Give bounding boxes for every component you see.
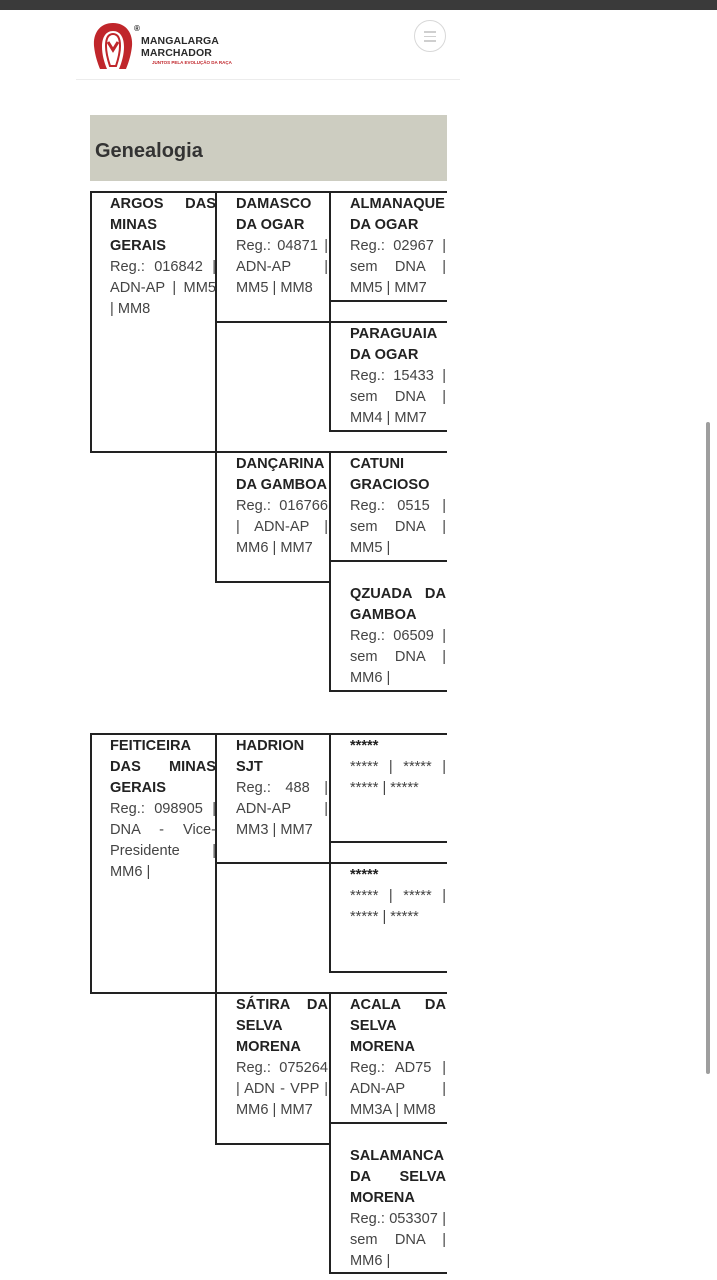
horse-name: FEITICEIRA DAS MINAS GERAIS (110, 738, 216, 796)
horse-name: DANÇARINA DA GAMBOA (236, 456, 328, 493)
pedigree-sire[interactable] (110, 194, 216, 320)
horse-registration: Reg.: 016766 | ADN-AP | MM6 | MM7 (236, 498, 328, 556)
pedigree-paternal-granddam[interactable] (236, 454, 328, 559)
horse-name: QZUADA DA GAMBOA (350, 586, 446, 623)
pedigree-maternal-grandsire[interactable] (236, 736, 328, 841)
pedigree-ggs-4[interactable] (350, 995, 446, 1121)
horse-registration: ***** | ***** | ***** | ***** (350, 888, 446, 925)
horse-name: SALAMANCA DA SELVA MORENA (350, 1148, 446, 1206)
pedigree-maternal-granddam[interactable] (236, 995, 328, 1121)
horse-registration: Reg.: 02967 | sem DNA | MM5 | MM7 (350, 238, 446, 296)
pedigree-ggd-2[interactable] (350, 584, 446, 689)
pedigree-ggd-1[interactable] (350, 324, 446, 429)
pedigree-ggs-3[interactable] (350, 736, 446, 799)
brand-name-line1: MANGALARGA (141, 35, 219, 47)
status-bar (0, 0, 717, 10)
horse-name: CATUNI GRACIOSO (350, 456, 430, 493)
horse-registration: Reg.: 15433 | sem DNA | MM4 | MM7 (350, 368, 446, 426)
pedigree-ggs-2[interactable] (350, 454, 446, 559)
scrollbar-thumb[interactable] (706, 422, 710, 1074)
horse-name: SÁTIRA DA SELVA MORENA (236, 997, 328, 1055)
horse-registration: Reg.: 06509 | sem DNA | MM6 | (350, 628, 446, 686)
horse-registration: Reg.: 053307 | sem DNA | MM6 | (350, 1211, 446, 1269)
horse-registration: Reg.: AD75 | ADN-AP | MM3A | MM8 (350, 1060, 446, 1118)
horse-name: HADRION SJT (236, 738, 305, 775)
horse-registration: Reg.: 016842 | ADN-AP | MM5 | MM8 (110, 259, 216, 317)
horse-registration: Reg.: 098905 | DNA - Vice-Presidente | MM6 | (110, 801, 216, 880)
pedigree-ggs-1[interactable] (350, 194, 446, 299)
pedigree-dam[interactable] (110, 736, 216, 883)
horse-registration: Reg.: 04871 | ADN-AP | MM5 | MM8 (236, 238, 328, 296)
pedigree-paternal-grandsire[interactable] (236, 194, 328, 299)
horseshoe-logo-icon (90, 20, 136, 72)
horse-registration: ***** | ***** | ***** | ***** (350, 759, 446, 796)
horse-name: DAMASCO DA OGAR (236, 196, 312, 233)
horse-name: ACALA DA SELVA MORENA (350, 997, 446, 1055)
horse-name: ALMANAQUE DA OGAR (350, 196, 445, 233)
hamburger-menu-icon[interactable] (414, 20, 446, 52)
horse-name: ***** (350, 867, 379, 883)
horse-name: ***** (350, 738, 379, 754)
brand-tagline: JUNTOS PELA EVOLUÇÃO DA RAÇA (152, 60, 232, 65)
horse-registration: Reg.: 075264 | ADN - VPP | MM6 | MM7 (236, 1060, 328, 1118)
section-title: Genealogia (95, 140, 203, 162)
horse-registration: Reg.: 488 | ADN-AP | MM3 | MM7 (236, 780, 328, 838)
registered-mark: ® (134, 24, 140, 33)
section-header (90, 115, 447, 181)
brand-logo[interactable] (90, 20, 260, 72)
horse-name: ARGOS DAS MINAS GERAIS (110, 196, 216, 254)
site-header (76, 10, 460, 80)
pedigree-ggd-3[interactable] (350, 865, 446, 928)
horse-registration: Reg.: 0515 | sem DNA | MM5 | (350, 498, 446, 556)
brand-name-line2: MARCHADOR (141, 47, 212, 59)
pedigree-ggd-4[interactable] (350, 1146, 446, 1272)
horse-name: PARAGUAIA DA OGAR (350, 326, 438, 363)
